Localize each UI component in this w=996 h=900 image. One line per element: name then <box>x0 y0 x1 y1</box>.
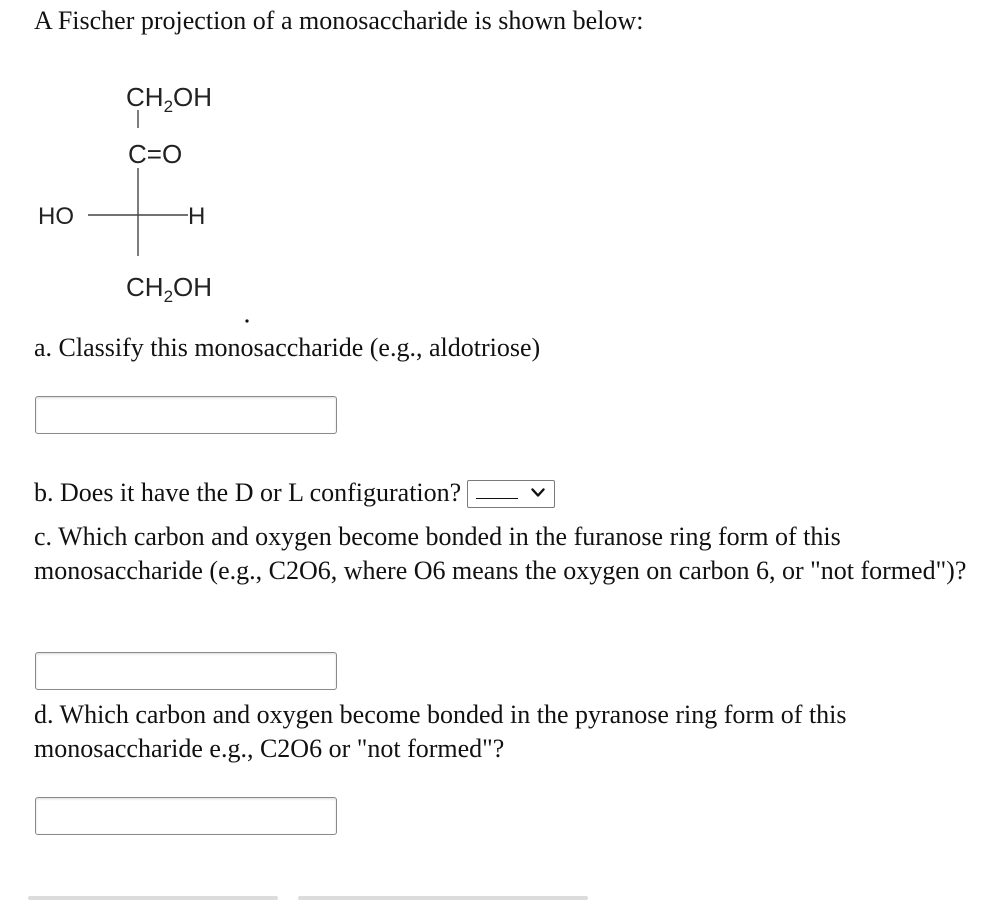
bottom-ch2oh-label: $CH_2OH$ <box>126 272 213 306</box>
answer-d-input[interactable] <box>35 797 337 835</box>
bottom-divider-right <box>298 896 588 900</box>
config-dropdown-box[interactable] <box>467 480 555 508</box>
answer-c-input[interactable] <box>35 652 337 690</box>
h-label: H <box>188 203 206 230</box>
carbonyl-label: C=O <box>128 139 183 169</box>
fischer-projection <box>0 0 300 330</box>
question-part-c: c. Which carbon and oxygen become bonded in the furanose ring form of this monosaccharide (e.g., C2O6, where O6 means the oxygen on carbon 6, or "not formed")? <box>34 522 967 585</box>
question-part-a: a. Classify this monosaccharide (e.g., aldotriose) <box>34 333 541 362</box>
stray-dot <box>245 319 248 322</box>
question-part-b: b. Does it have the D or L configuration? <box>34 478 462 507</box>
chevron-down-icon <box>531 488 545 498</box>
top-ch2oh-label: $CH_2OH$ <box>126 82 213 116</box>
dropdown-blank <box>476 498 518 499</box>
bottom-divider-left <box>28 896 278 900</box>
answer-a-input[interactable] <box>35 396 337 434</box>
question-intro: A Fischer projection of a monosaccharide is shown below: <box>34 6 644 35</box>
config-dropdown[interactable] <box>467 480 555 508</box>
question-part-d: d. Which carbon and oxygen become bonded in the pyranose ring form of this monosaccharide e.g., C2O6 or "not formed"? <box>34 700 847 763</box>
ho-label: HO <box>38 203 74 230</box>
question-part-b-row <box>34 476 555 510</box>
